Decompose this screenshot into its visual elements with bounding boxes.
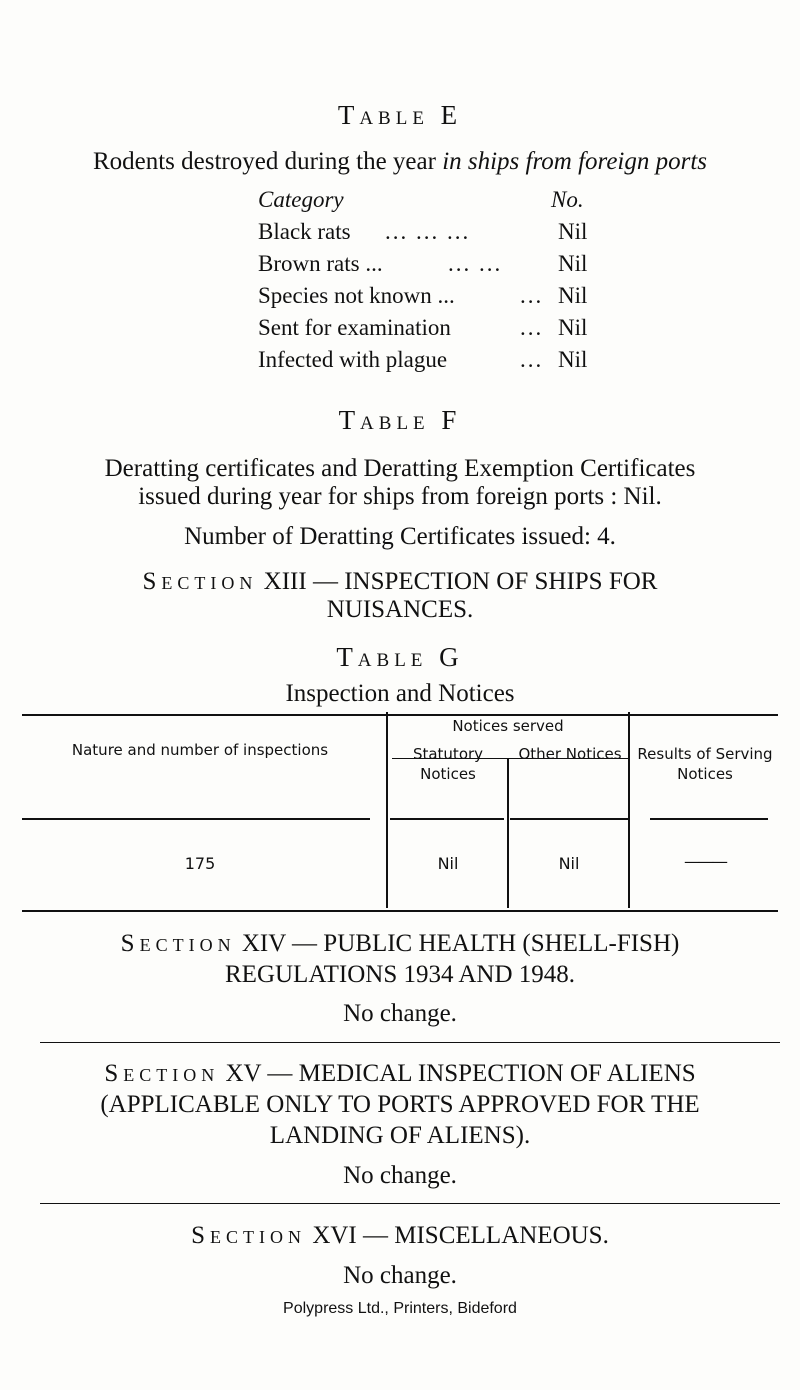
list-item-value: Nil [558,315,588,340]
table-g-subtitle: Inspection and Notices [285,680,515,707]
table-f-heading: Table F [338,405,462,435]
section-label: Section [142,568,258,595]
section-label: Section [191,1222,307,1249]
cell-statutory: Nil [437,854,459,873]
table-e-caption-plain: Rodents destroyed during the year [92,148,443,175]
table-f-line-3: Number of Deratting Certificates issued: 4. [184,523,616,550]
header-notices-served: Notices served [452,717,564,735]
header-bottom-rule [650,818,768,820]
header-bottom-rule [22,818,370,820]
list-item-label: Black rats [258,219,351,244]
list-item-label: Sent for examination [258,315,451,340]
section-xiii-line-2: NUISANCES. [326,596,474,623]
column-header-category: Category [258,187,344,212]
table-f-line-1: Deratting certificates and Deratting Exemption Certificates [104,455,696,482]
header-nature: Nature and number of inspections [71,741,329,759]
list-item-value: Nil [558,219,588,244]
list-item-label: Infected with plague [258,347,448,372]
column-header-no: No. [551,187,584,212]
header-results: Results of Serving Notices [637,745,773,783]
section-xvi-note: No change. [343,1262,457,1289]
section-xiv-line-2: REGULATIONS 1934 AND 1948. [225,961,575,988]
section-divider [40,1203,780,1204]
column-divider [507,758,509,908]
column-divider [628,712,630,908]
section-xv-note: No change. [343,1162,457,1189]
list-item-label: Species not known ... [258,283,455,308]
header-statutory: Statutory Notices [412,745,484,783]
list-item-value: Nil [558,283,588,308]
table-e-caption [0,148,800,176]
cell-nature: 175 [184,854,216,873]
table-f-line-2: issued during year for ships from foreign ports : Nil. [138,483,662,510]
table-bottom-rule [22,910,778,912]
cell-results: ——— [684,852,726,871]
section-xiii-title [0,568,800,596]
leader-dots: ... [520,283,544,308]
printer-footer: Polypress Ltd., Printers, Bideford [283,1300,517,1317]
section-xvi-line-1: XVI — MISCELLANEOUS. [312,1222,609,1249]
cell-other: Nil [558,854,580,873]
column-divider [386,712,388,908]
section-xv-title [0,1060,800,1088]
section-xiv-note: No change. [343,1000,457,1027]
section-xiv-line-1: XIV — PUBLIC HEALTH (SHELL-FISH) [241,930,680,957]
section-xv-line-1: XV — MEDICAL INSPECTION OF ALIENS [225,1060,696,1087]
leader-dots: ... [520,315,544,340]
section-xv-line-3: LANDING OF ALIENS). [269,1122,531,1149]
list-item-value: Nil [558,347,588,372]
leader-dots: ... [520,347,544,372]
header-bottom-rule [390,818,504,820]
section-label: Section [120,930,236,957]
table-g-heading: Table G [336,642,464,672]
table-e-heading: Table E [337,100,463,130]
table-e-caption-italic: in ships from foreign ports [442,148,708,175]
section-label: Section [104,1060,220,1087]
leader-dots: ... ... [448,251,503,276]
section-divider [40,1042,780,1043]
list-item-value: Nil [558,251,588,276]
section-xiv-title [0,930,800,958]
leader-dots: ... ... ... [385,219,471,244]
list-item-label: Brown rats ... [258,251,383,276]
section-xv-line-2: (APPLICABLE ONLY TO PORTS APPROVED FOR THE [100,1091,700,1118]
header-bottom-rule [510,818,630,820]
section-xiii-line-1: XIII — INSPECTION OF SHIPS FOR [263,568,658,595]
section-xvi-title [0,1222,800,1250]
header-other: Other Notices [518,745,622,763]
